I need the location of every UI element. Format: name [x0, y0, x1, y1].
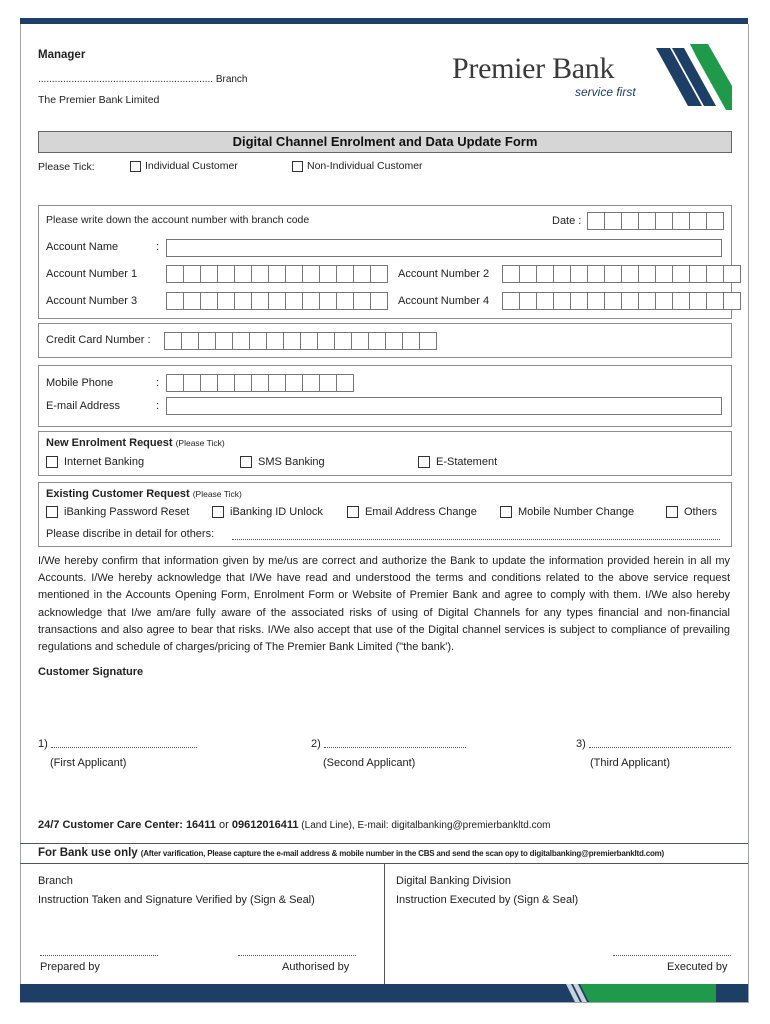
care-center-line — [38, 819, 550, 831]
internet-banking-checkbox[interactable] — [46, 456, 58, 468]
executed-by-line[interactable] — [613, 955, 731, 956]
mobile-change-option[interactable] — [500, 506, 634, 518]
branch-instruction: Instruction Taken and Signature Verified by (Sign & Seal) — [38, 894, 315, 906]
mobile-phone-colon: : — [156, 377, 160, 389]
password-reset-option[interactable] — [46, 506, 189, 518]
account-name-label: Account Name — [46, 241, 119, 253]
e-statement-option[interactable] — [418, 456, 497, 468]
care-center-email: (Land Line), E-mail: digitalbanking@premierbankltd.com — [298, 820, 551, 831]
date-label: Date : — [552, 215, 582, 227]
care-center-phone: 09612016411 — [231, 819, 299, 831]
account-number-1-boxes[interactable] — [166, 265, 387, 283]
account-number-2-boxes[interactable] — [502, 265, 740, 283]
email-address-field[interactable] — [166, 397, 722, 415]
existing-request-title — [46, 488, 242, 500]
branch-line: ............................................................... Branch — [38, 74, 248, 85]
care-center-label: 24/7 Customer Care Center: 16411 — [38, 819, 216, 831]
non-individual-customer-label: Non-Individual Customer — [307, 160, 423, 172]
branch-label: Branch — [38, 875, 73, 887]
email-change-checkbox[interactable] — [347, 506, 359, 518]
others-label: Others — [684, 506, 718, 518]
id-unlock-checkbox[interactable] — [212, 506, 224, 518]
authorised-by-label: Authorised by — [282, 961, 350, 973]
password-reset-label: iBanking Password Reset — [64, 506, 190, 518]
prepared-by-line[interactable] — [40, 955, 158, 956]
footer-stripes-icon — [566, 984, 716, 1002]
describe-others-line[interactable] — [232, 539, 720, 540]
contact-section — [38, 365, 732, 427]
account-number-4-label: Account Number 4 — [398, 295, 490, 307]
sms-banking-option[interactable] — [240, 456, 325, 468]
individual-customer-label: Individual Customer — [145, 160, 238, 172]
third-applicant-label: (Third Applicant) — [590, 757, 671, 769]
account-number-2-label: Account Number 2 — [398, 268, 490, 280]
division-instruction: Instruction Executed by (Sign & Seal) — [396, 894, 579, 906]
existing-request-title-text: Existing Customer Request — [46, 488, 190, 500]
account-number-3-boxes[interactable] — [166, 292, 387, 310]
new-enrolment-note: (Please Tick) — [175, 438, 225, 448]
e-statement-checkbox[interactable] — [418, 456, 430, 468]
individual-customer-option[interactable] — [130, 160, 238, 172]
id-unlock-label: iBanking ID Unlock — [230, 506, 323, 518]
bank-use-note: (After varification, Please capture the e-mail address & mobile number in the CBS and send the scan opy to digitalbanking@premierbankltd.com) — [140, 849, 665, 858]
date-boxes[interactable] — [587, 212, 723, 230]
prepared-by-label: Prepared by — [40, 961, 100, 973]
logo-tagline: service first — [575, 85, 636, 99]
account-number-1-label: Account Number 1 — [46, 268, 138, 280]
email-change-option[interactable] — [347, 506, 477, 518]
others-option[interactable] — [666, 506, 717, 518]
credit-card-label: Credit Card Number : — [46, 334, 151, 346]
care-center-or: or — [215, 819, 232, 831]
account-instruction: Please write down the account number with branch code — [46, 214, 310, 226]
non-individual-customer-option[interactable] — [292, 160, 423, 172]
e-statement-label: E-Statement — [436, 456, 498, 468]
manager-label: Manager — [38, 49, 86, 61]
applicant-1-signature-line[interactable] — [51, 747, 197, 748]
mobile-change-label: Mobile Number Change — [518, 506, 635, 518]
account-number-4-boxes[interactable] — [502, 292, 740, 310]
mobile-phone-label: Mobile Phone — [46, 377, 114, 389]
applicant-3-number: 3) — [576, 738, 586, 750]
email-address-colon: : — [156, 400, 160, 412]
id-unlock-option[interactable] — [212, 506, 323, 518]
sms-banking-checkbox[interactable] — [240, 456, 252, 468]
internet-banking-label: Internet Banking — [64, 456, 145, 468]
individual-customer-checkbox[interactable] — [130, 161, 141, 172]
email-address-label: E-mail Address — [46, 400, 120, 412]
email-change-label: Email Address Change — [365, 506, 477, 518]
account-number-3-label: Account Number 3 — [46, 295, 138, 307]
form-title: Digital Channel Enrolment and Data Update Form — [38, 131, 732, 153]
customer-signature-title: Customer Signature — [38, 666, 144, 678]
non-individual-customer-checkbox[interactable] — [292, 161, 303, 172]
bank-ltd-label: The Premier Bank Limited — [38, 94, 160, 106]
applicant-2-number: 2) — [311, 738, 321, 750]
applicant-3-signature-line[interactable] — [589, 747, 731, 748]
bank-use-top-rule — [20, 843, 748, 844]
sms-banking-label: SMS Banking — [258, 456, 325, 468]
division-label: Digital Banking Division — [396, 875, 511, 887]
bank-use-divider — [384, 863, 385, 984]
please-tick-label: Please Tick: — [38, 161, 95, 173]
logo-name: Premier Bank — [452, 52, 615, 85]
mobile-change-checkbox[interactable] — [500, 506, 512, 518]
credit-card-boxes[interactable] — [164, 332, 436, 350]
internet-banking-option[interactable] — [46, 456, 144, 468]
mobile-phone-boxes[interactable] — [166, 374, 353, 392]
new-enrolment-title-text: New Enrolment Request — [46, 437, 173, 449]
existing-request-note: (Please Tick) — [192, 489, 242, 499]
applicant-1-number: 1) — [38, 738, 48, 750]
first-applicant-label: (First Applicant) — [50, 757, 127, 769]
bank-use-header — [38, 847, 664, 859]
new-enrolment-title — [46, 437, 225, 449]
applicant-2-signature-line[interactable] — [324, 747, 466, 748]
account-name-colon: : — [156, 241, 160, 253]
declaration-text: I/We hereby confirm that information given by me/us are correct and authorize the Bank to update the information provided herein in all my Accounts. I/We hereby acknowledge that I/We have read and understood the terms and conditions related to the above service request mentioned in the Accounts Opening Form, Enrolment Form or Website of Premier Bank and agree to comply with them. I/We also hereby acknowledge that I/we am/are fully aware of the associated risks of using of Digital Channels for any types financial and non-financial transactions and also agree to bear that risks. I/We also accept that use of the Digital channel services is subject to compliance of prevailing regulations and schedule of charges/pricing of The Premier Bank Limited ("the bank'). — [38, 555, 730, 654]
password-reset-checkbox[interactable] — [46, 506, 58, 518]
executed-by-label: Executed by — [667, 961, 728, 973]
describe-others-label: Please discribe in detail for others: — [46, 528, 215, 540]
second-applicant-label: (Second Applicant) — [323, 757, 416, 769]
others-checkbox[interactable] — [666, 506, 678, 518]
logo-mark-icon — [656, 44, 732, 110]
account-name-field[interactable] — [166, 239, 722, 257]
authorised-by-line[interactable] — [238, 955, 356, 956]
bank-use-title: For Bank use only — [38, 847, 138, 859]
